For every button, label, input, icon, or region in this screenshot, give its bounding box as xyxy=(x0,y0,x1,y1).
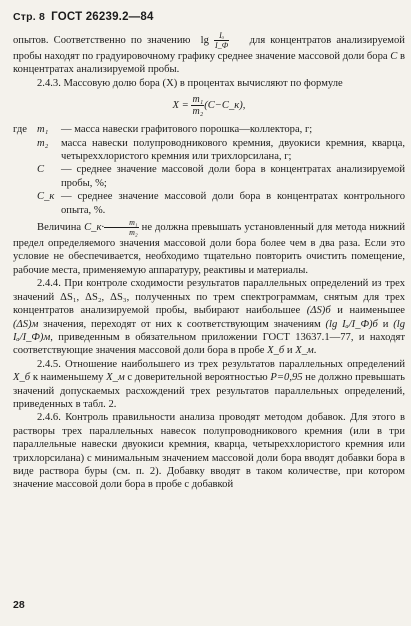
paragraph-2-4-6: 2.4.6. Контроль правильности анализа проводят методом добавок. Для этого в растворы трех параллельных навесок полупроводникового кремния (или в три параллельные навески двуокиси кремния, кварца, четыреххлористого кремния или трихлорсилана) с минимальным значением массовой доли бора вводят добавки бора в виде раствора буры (см. п. 2). Добавку вводят в таком количестве, при котором значение массовой доли бора в пробе с добавкой xyxy=(13,412,405,491)
definitions-table: где m₁ — масса навески графитового порошка—коллектора, г; m₂ масса навески полупроводникового кремния, двуокиси кремния, кварца, четыреххлористого кремния или трихлорсилана, г; C — среднее значение массовой доли бора в концентратах анализируемой пробы, %; C_к — среднее значение массовой доли бора в концентратах контрольного опыта, %. xyxy=(13,124,405,216)
mass-fraction-formula: X = $\frac{\text{m₁}}{\text{m₂}}$ (C−C_к), xyxy=(172,94,246,118)
page-header xyxy=(13,11,157,23)
document-body xyxy=(13,31,405,492)
page-number: 28 xyxy=(13,599,25,611)
paragraph-2-4-3: 2.4.3. Массовую долю бора (X) в процентах вычисляют по формуле xyxy=(37,77,343,89)
paragraph-value-limit: Величина C_к· $\frac{\text{m₁}}{\text{m₂}}$ не должна превышать установленный для метода нижний предел определяемого значения массовой доли бора более чем в два раза. Если это условие не обеспечивается, необходимо тщательно повторить очистить помещение, рабочие места, применяемую аппаратуру, реактивы и материалы. xyxy=(13,218,406,276)
header-standard: ГОСТ 26239.2—84 xyxy=(51,11,154,23)
paragraph-2-4-4: 2.4.4. При контроле сходимости результатов параллельных определений из трех значений ΔS₁, ΔS₂, ΔS₃, полученных по трем спектрограммам, снятым для трех концентратов анализируемой пробы, выбирают наибольшее (ΔS)б и наименьшее (ΔS)м значения, переходят от них к соответствующим значениям (lg Iₐ/I_Ф)б и (lg Iₐ/I_Ф)м, приведенным в обязательном приложении ГОСТ 13637.1—77, и находят соответствующие значения массовой доли бора в пробе X_б и X_м. xyxy=(13,278,406,357)
header-page: 8 xyxy=(38,11,46,23)
lg-ratio-formula: lg $\frac{\text{Iₐ}}{I\_Ф}$ xyxy=(200,31,229,50)
paragraph-2-4-5: 2.4.5. Отношение наибольшего из трех результатов параллельных определений X_б к наименьшему X_м с доверительной вероятностью P=0,95 не должно превышать значений допускаемых расхождений трех результатов параллельных определений, приведенных в табл. 2. xyxy=(13,358,406,410)
paragraph-graph: опытов. Соответственно по значению lg $\frac{\text{Iₐ}}{I\_Ф}$ для концентратов анализируемой пробы находят по градуировочному графику среднее значение массовой доли бора C в концентратах анализируемой пробы. xyxy=(13,31,405,76)
ck-ratio-formula: C_к· $\frac{\text{m₁}}{\text{m₂}}$ xyxy=(84,218,138,238)
header-prefix: Стр. xyxy=(13,11,36,23)
